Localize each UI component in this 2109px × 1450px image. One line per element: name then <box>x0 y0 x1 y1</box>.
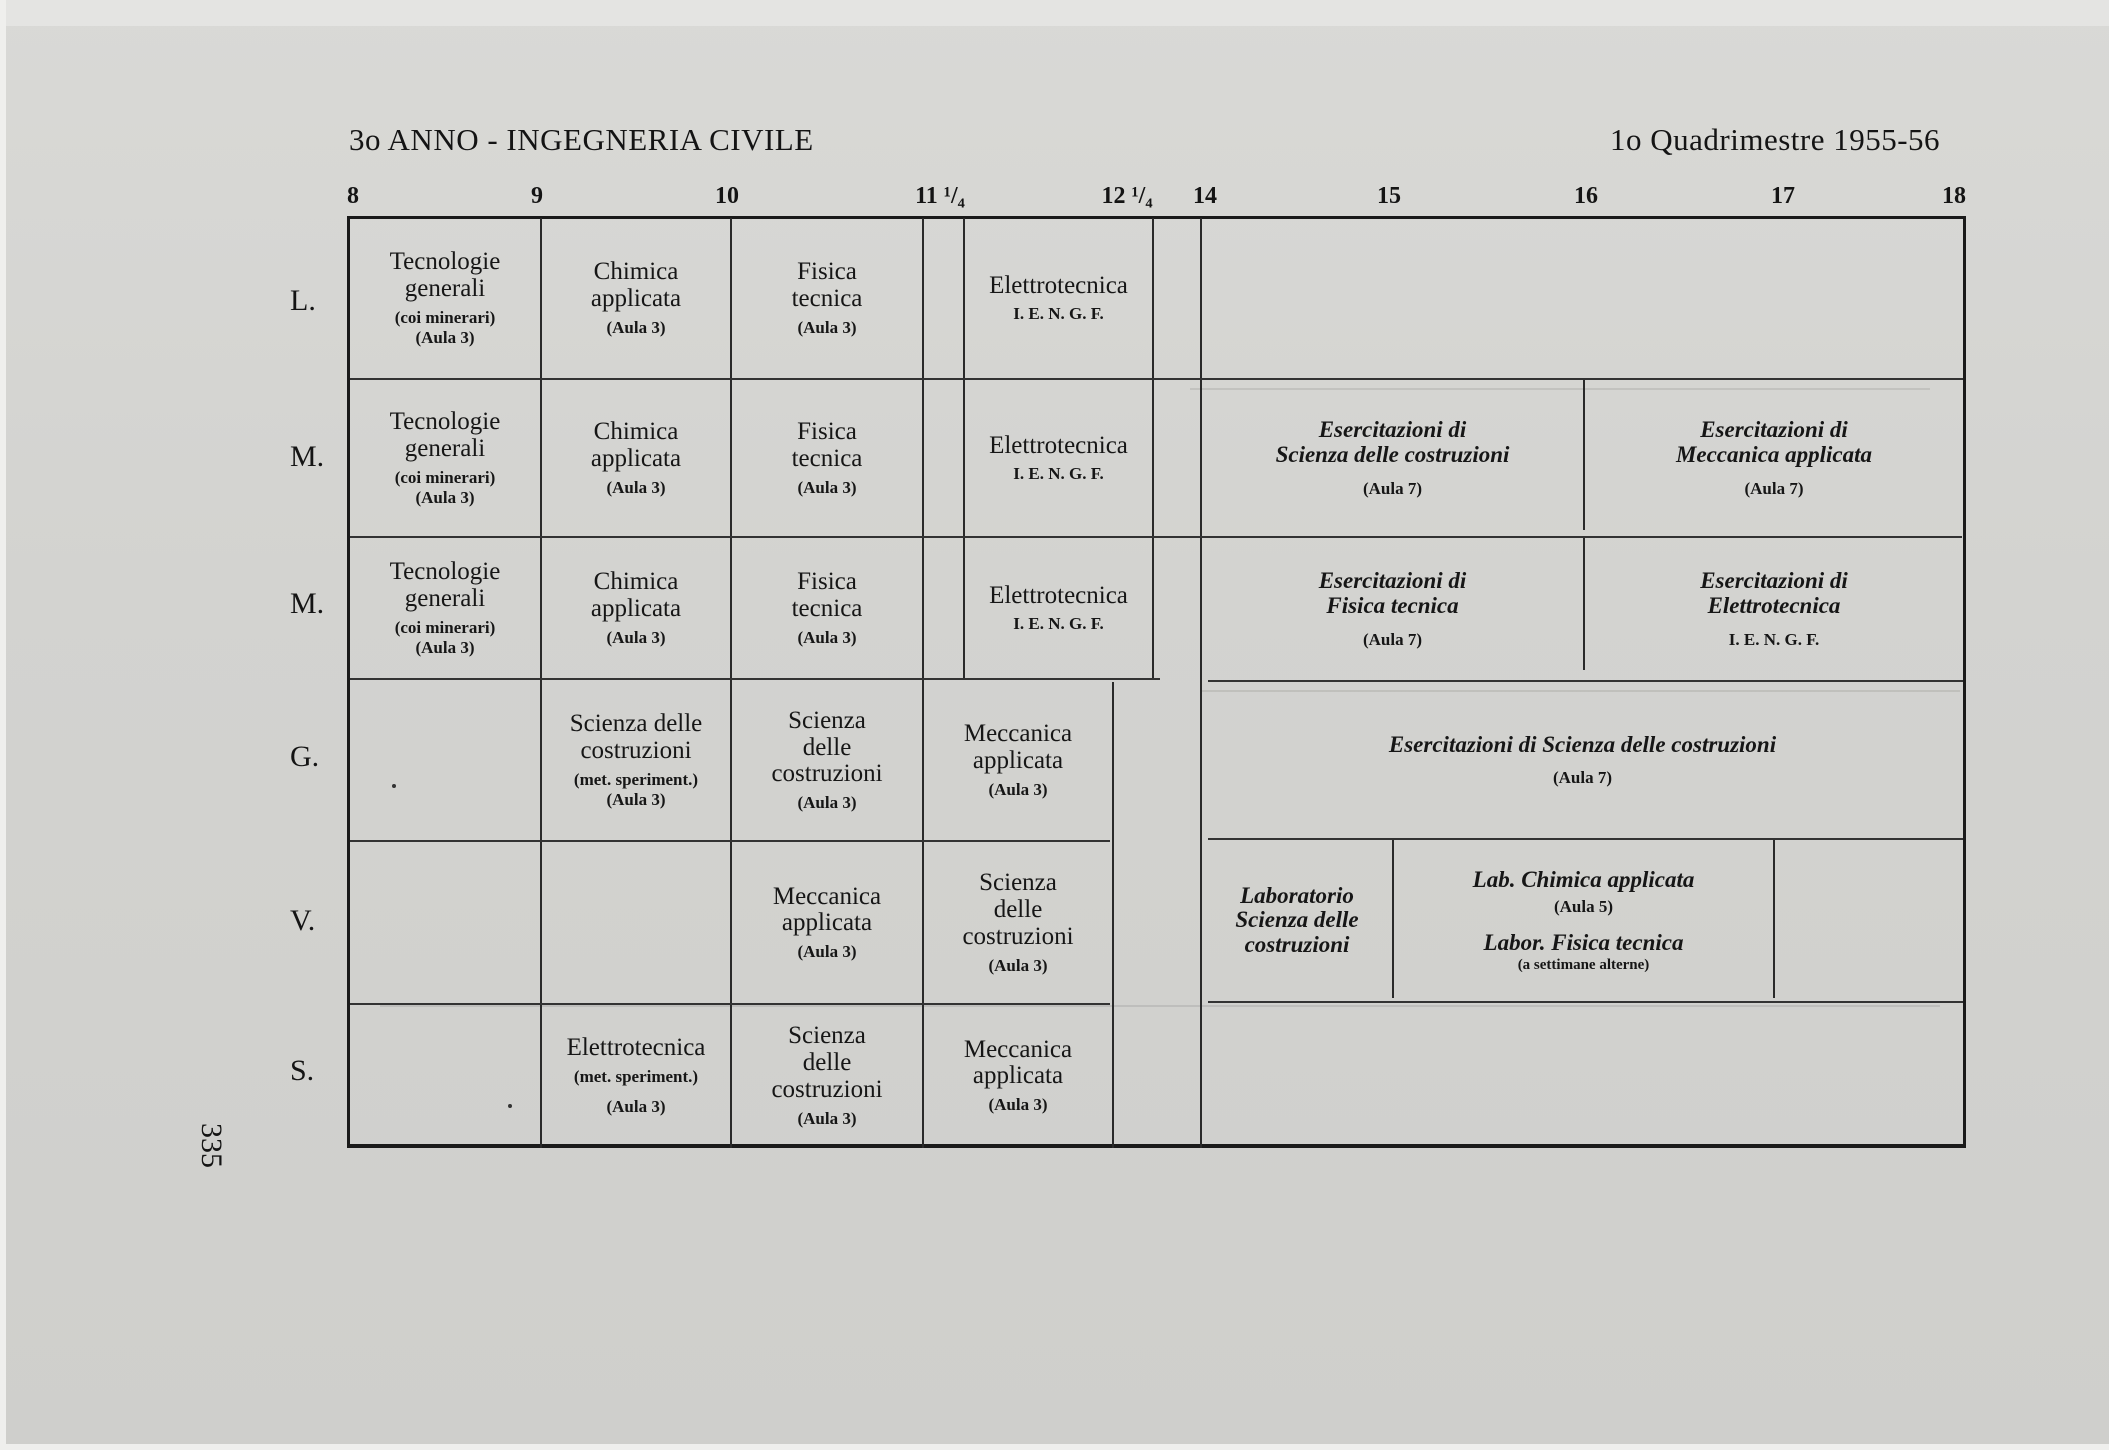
hour-label: 18 <box>1942 183 1966 209</box>
timetable-cell: Chimica applicata (Aula 3) <box>590 418 682 497</box>
page-left-edge <box>0 0 6 1450</box>
hour-label: 11 ¹/₄ <box>915 183 965 209</box>
timetable-cell: Scienza delle costruzioni (Aula 3) <box>962 869 1074 975</box>
term-label: 1o Quadrimestre 1955-56 <box>1610 122 1941 157</box>
timetable-cell: Esercitazioni di Fisica tecnica (Aula 7) <box>1318 568 1467 649</box>
hour-label: 9 <box>531 183 543 209</box>
page-number: 335 <box>195 1123 228 1168</box>
grid-line <box>1152 218 1154 678</box>
grid-line <box>1112 682 1114 1148</box>
timetable-cell: Esercitazioni di Elettrotecnica I. E. N. G. F. <box>1700 568 1848 649</box>
timetable-cell: Tecnologie generali (coi minerari) (Aula 3) <box>389 408 501 507</box>
grid-line <box>1773 840 1775 998</box>
timetable-cell: Fisica tecnica (Aula 3) <box>791 258 863 337</box>
day-label-wednesday: M. <box>290 587 325 620</box>
day-label-thursday: G. <box>290 740 320 773</box>
hour-label: 15 <box>1377 183 1401 209</box>
hour-label: 12 ¹/₄ <box>1101 183 1153 209</box>
hour-label: 17 <box>1771 183 1795 209</box>
print-speck <box>508 1104 512 1108</box>
timetable-cell: Chimica applicata (Aula 3) <box>590 568 682 647</box>
timetable-cell: Meccanica applicata (Aula 3) <box>963 1035 1073 1115</box>
day-label-tuesday: M. <box>290 440 325 473</box>
timetable-cell: Esercitazioni di Scienza delle costruzioni (Aula 7) <box>1275 417 1510 498</box>
hour-label: 14 <box>1193 183 1217 209</box>
timetable-cell: Meccanica applicata (Aula 3) <box>772 882 882 962</box>
timetable-cell: Esercitazioni di Meccanica applicata (Aula 7) <box>1675 417 1873 498</box>
timetable-cell: Chimica applicata (Aula 3) <box>590 258 682 337</box>
day-label-monday: L. <box>290 284 316 317</box>
day-label-friday: V. <box>290 904 316 937</box>
timetable-cell: Elettrotecnica I. E. N. G. F. <box>989 431 1128 484</box>
page-bottom-edge <box>0 1444 2109 1450</box>
timetable-cell: Scienza delle costruzioni (Aula 3) <box>771 706 883 813</box>
timetable-cell: Fisica tecnica (Aula 3) <box>791 418 863 497</box>
timetable-cell: Scienza delle costruzioni (met. speriment.) (Aula 3) <box>569 710 703 809</box>
grid-line <box>1208 1001 1963 1003</box>
timetable-cell: Meccanica applicata (Aula 3) <box>963 720 1073 799</box>
timetable-cell: Laboratorio Scienza delle costruzioni <box>1235 882 1359 957</box>
day-label-saturday: S. <box>290 1054 315 1087</box>
timetable-cell: Tecnologie generali (coi minerari) (Aula 3) <box>389 558 501 657</box>
timetable-cell: Elettrotecnica I. E. N. G. F. <box>989 581 1128 634</box>
print-speck <box>392 784 396 788</box>
page-top-edge <box>0 0 2109 26</box>
timetable-cell: Lab. Chimica applicata (Aula 5) Labor. Fisica tecnica (a settimane alterne) <box>1472 866 1695 974</box>
page-title: 3o ANNO - INGEGNERIA CIVILE <box>349 122 814 157</box>
hour-label: 10 <box>715 183 739 209</box>
timetable-cell: Scienza delle costruzioni (Aula 3) <box>771 1022 883 1128</box>
hour-label: 16 <box>1574 183 1598 209</box>
timetable-cell: Elettrotecnica I. E. N. G. F. <box>989 271 1128 324</box>
hour-label: 8 <box>347 183 359 209</box>
timetable-cell: Elettrotecnica (met. speriment.) (Aula 3) <box>566 1033 706 1116</box>
timetable-cell: Fisica tecnica (Aula 3) <box>791 568 863 647</box>
timetable-cell: Tecnologie generali (coi minerari) (Aula 3) <box>389 248 501 347</box>
timetable-cell: Esercitazioni di Scienza delle costruzioni (Aula 7) <box>1388 731 1777 788</box>
